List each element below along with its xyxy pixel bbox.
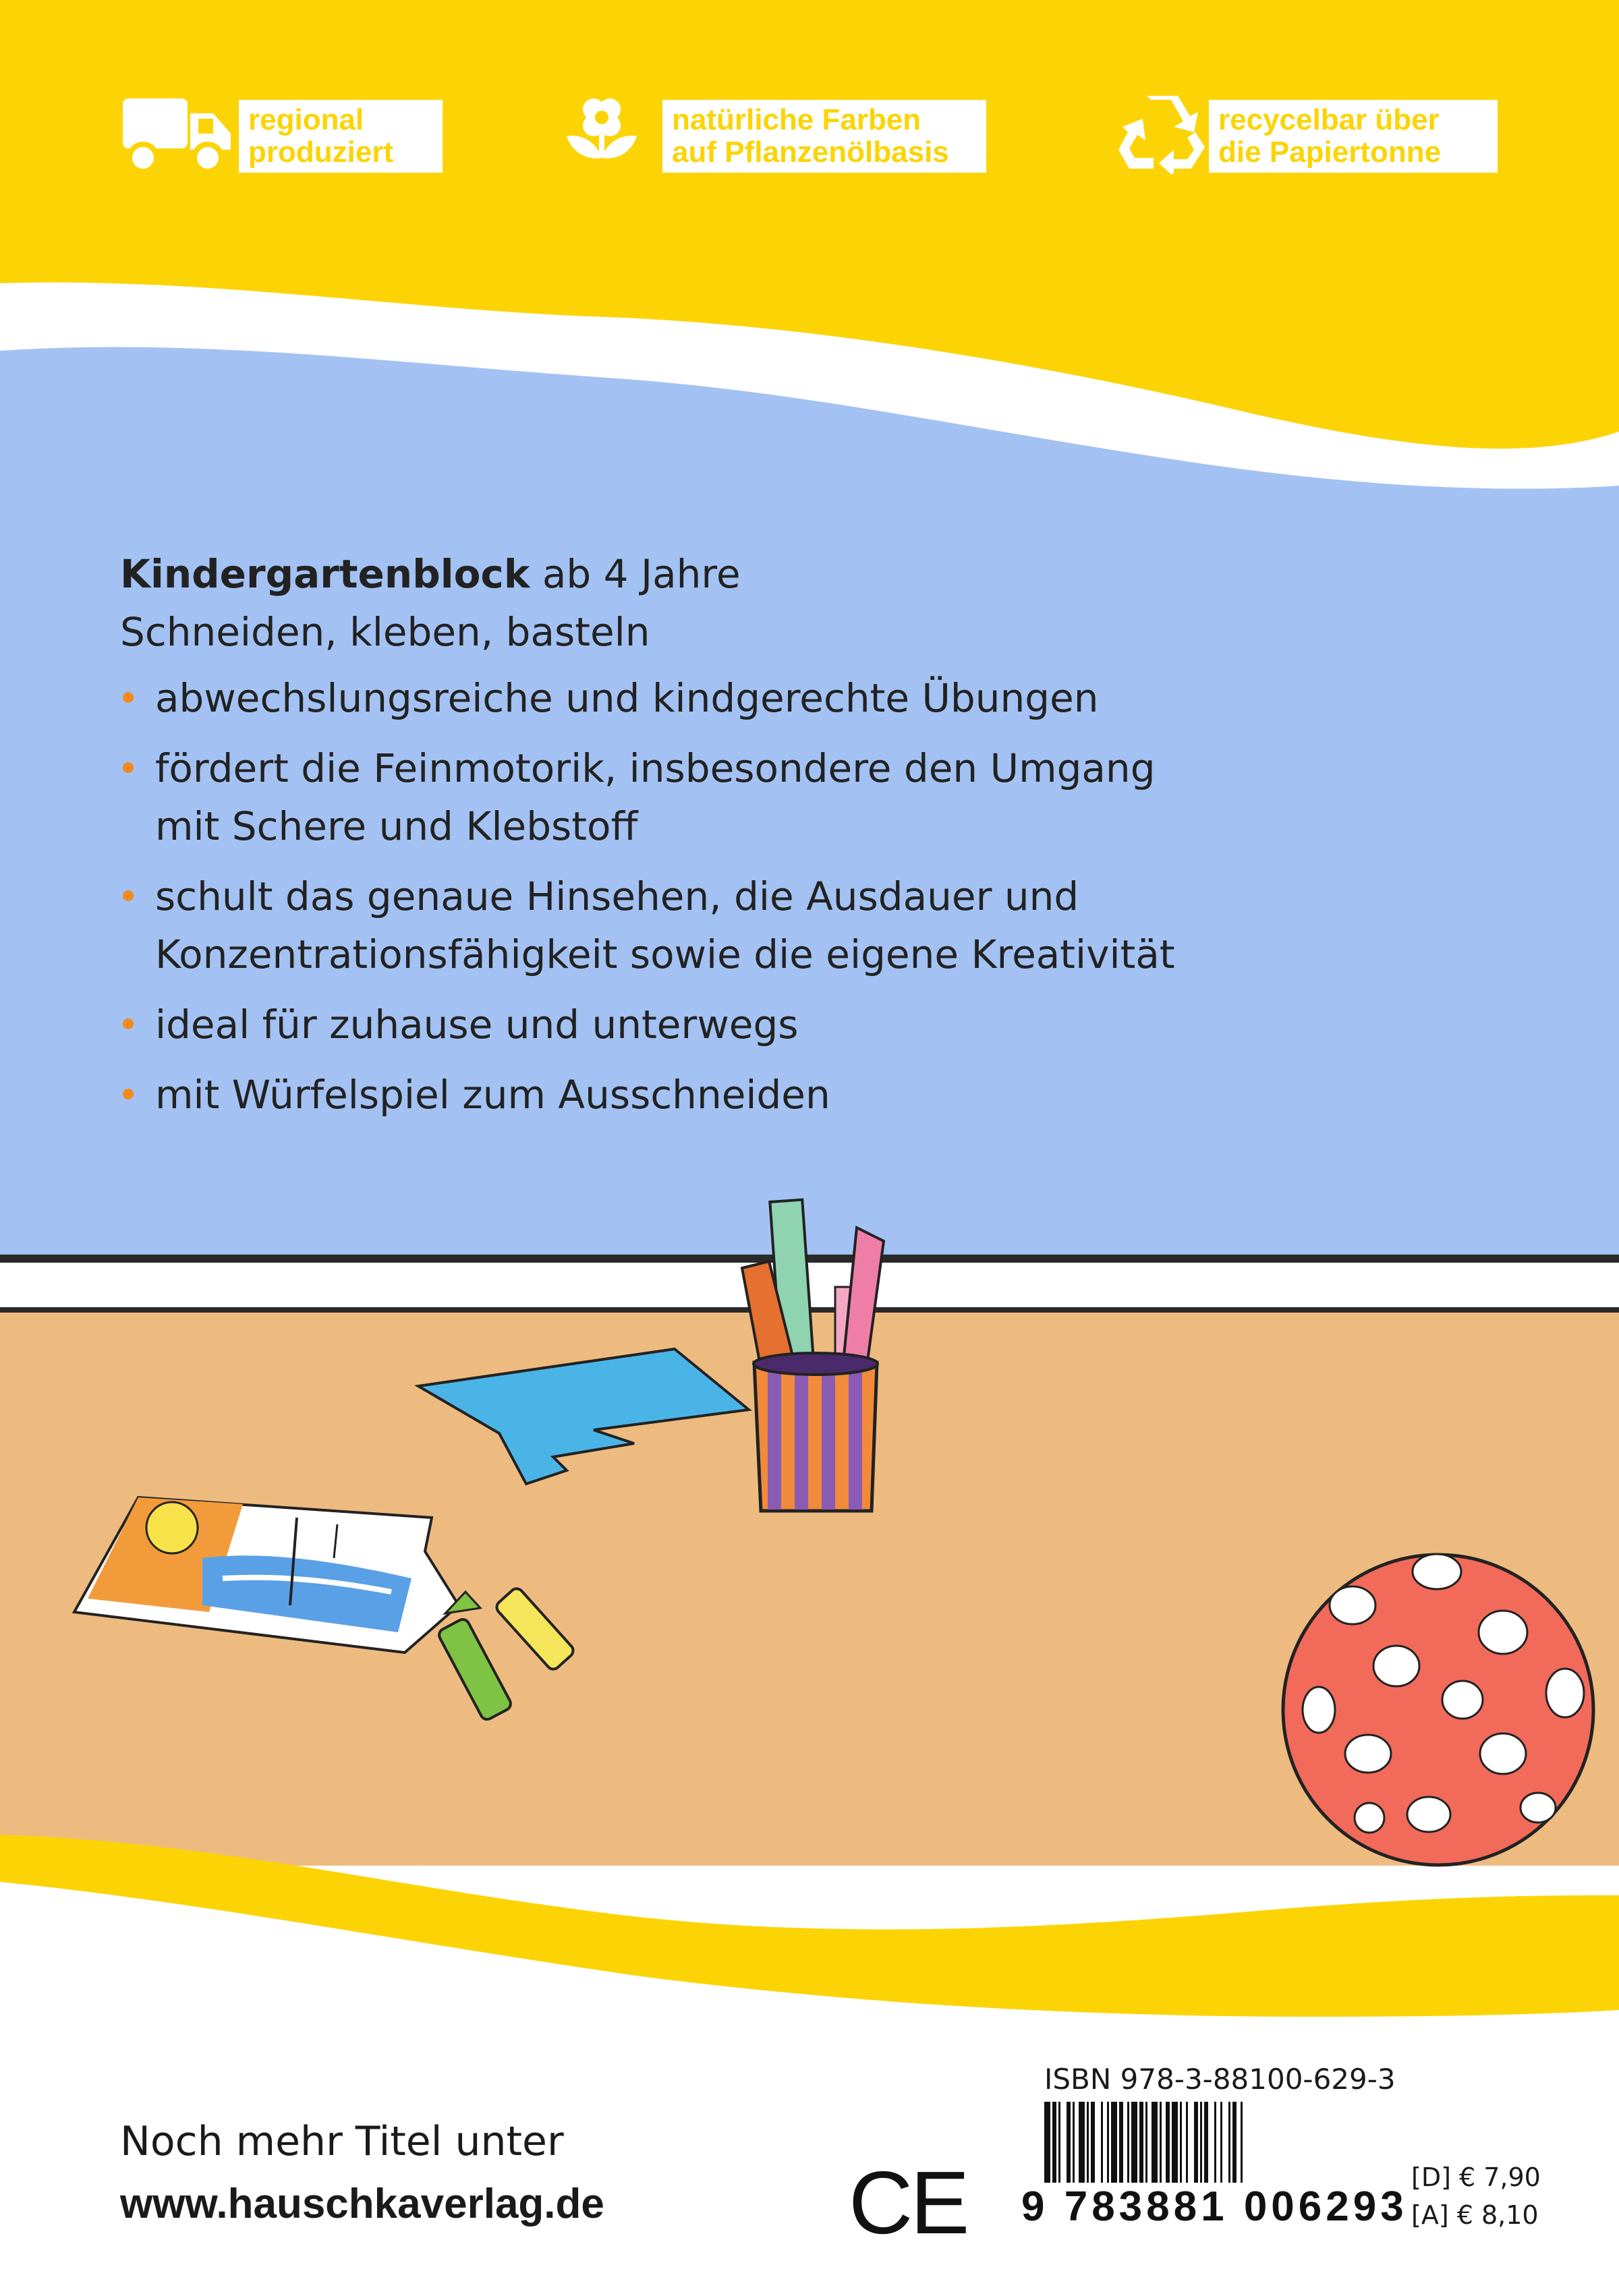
price-germany: [D] € 7,90 [1411,2162,1541,2192]
ce-mark: CE [849,2153,967,2252]
badge-regional-label: regional produziert [239,100,443,173]
feature-item: abwechslungsreiche und kindgerechte Übungen [120,669,1240,727]
badge-regional [120,93,444,174]
isbn-number: ISBN 978-3-88100-629-3 [1044,2063,1396,2096]
product-title: Kindergartenblock ab 4 Jahre [120,551,741,597]
badge-natural-colors [561,93,1006,174]
product-description [120,545,1240,1136]
polka-dot-ball [1283,1554,1593,1865]
badge-recyclable [1112,93,1503,174]
badge-recyclable-label: recycelbar über die Papiertonne [1209,100,1498,173]
recycle-icon [1112,93,1213,174]
price-austria: [A] € 8,10 [1411,2200,1539,2230]
truck-icon [120,93,235,174]
feature-item: schult das genaue Hinsehen, die Ausdauer und Konzentrationsfähigkeit sowie die eigene Kreativität [120,867,1261,983]
barcode-digits: 9 783881 006293 [1017,2183,1412,2231]
product-subtitle: Schneiden, kleben, basteln [120,609,650,655]
more-titles-text: Noch mehr Titel unter [120,2118,564,2165]
flower-icon [561,93,656,174]
feature-list [120,669,1240,1124]
badge-natural-colors-label: natürliche Farben auf Pflanzenölbasis [662,100,986,173]
feature-item: fördert die Feinmotorik, insbesondere den Umgang mit Schere und Klebstoff [120,739,1208,855]
publisher-url-link[interactable]: www.hauschkaverlag.de [120,2181,604,2227]
feature-item: mit Würfelspiel zum Ausschneiden [120,1066,1240,1124]
feature-item: ideal für zuhause und unterwegs [120,996,1240,1054]
